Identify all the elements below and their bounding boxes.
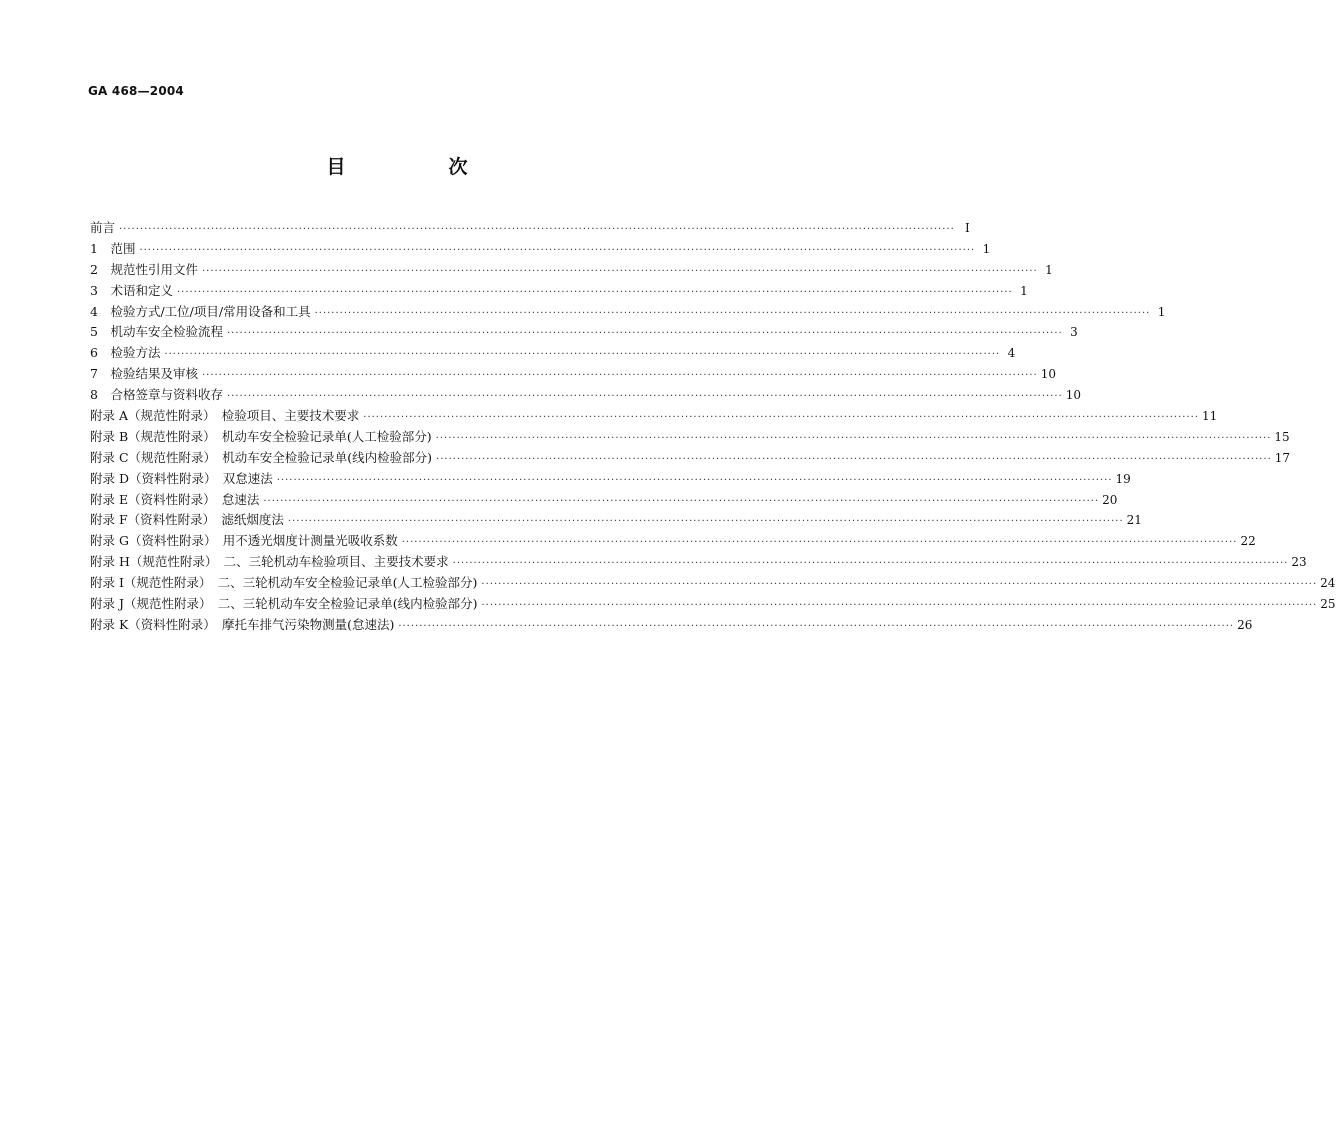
toc-entry-label: 附录 G（资料性附录） 用不透光烟度计测量光吸收系数: [90, 533, 398, 549]
toc-entry[interactable]: [90, 490, 1118, 511]
toc-entry[interactable]: [90, 510, 1142, 531]
toc-entry[interactable]: [90, 281, 1028, 302]
toc-leader-dots: ········································································································································································································: [119, 224, 955, 235]
toc-entry[interactable]: [90, 406, 1218, 427]
toc-entry[interactable]: [90, 552, 1307, 573]
toc-leader-dots: ········································································································································································································: [314, 307, 1151, 319]
toc-entry[interactable]: [90, 239, 991, 260]
toc-leader-dots: ········································································································································································································: [452, 558, 1289, 570]
toc-entry[interactable]: [90, 594, 1336, 615]
toc-entry-label: 附录 J（规范性附录） 二、三轮机动车安全检验记录单(线内检验部分): [90, 596, 478, 612]
toc-leader-dots: ········································································································································································································: [276, 474, 1113, 486]
toc-entry-label: 附录 B（规范性附录） 机动车安全检验记录单(人工检验部分): [90, 428, 432, 444]
toc-entry[interactable]: [90, 573, 1336, 594]
toc-entry-page: 10: [1040, 367, 1056, 382]
toc-entry-page: 1: [982, 241, 991, 256]
toc-entry-label: 3 术语和定义: [90, 282, 173, 298]
toc-entry-page: 15: [1274, 429, 1290, 444]
toc-entry-label: 附录 A（规范性附录） 检验项目、主要技术要求: [90, 408, 360, 424]
toc-entry-page: 11: [1202, 409, 1218, 424]
toc-entry-label: 附录 H（规范性附录） 二、三轮机动车检验项目、主要技术要求: [90, 554, 449, 570]
toc-leader-dots: ········································································································································································································: [263, 495, 1100, 507]
toc-entry[interactable]: [90, 469, 1131, 490]
toc-entry-label: 4 检验方式/工位/项目/常用设备和工具: [90, 303, 311, 319]
toc-entry[interactable]: [90, 427, 1290, 448]
toc-leader-dots: ········································································································································································································: [481, 600, 1318, 612]
table-of-contents: [90, 218, 1336, 636]
toc-entry-page: 25: [1320, 597, 1336, 612]
toc-entry-label: 5 机动车安全检验流程: [90, 324, 223, 340]
toc-leader-dots: ········································································································································································································: [201, 370, 1038, 382]
toc-entry-label: 6 检验方法: [90, 345, 161, 361]
toc-leader-dots: ········································································································································································································: [139, 244, 976, 256]
toc-leader-dots: ········································································································································································································: [226, 328, 1063, 340]
toc-entry[interactable]: [90, 385, 1081, 406]
toc-entry-label: 8 合格签章与资料收存: [90, 387, 223, 403]
toc-entry-label: 附录 I（规范性附录） 二、三轮机动车安全检验记录单(人工检验部分): [90, 575, 478, 591]
toc-entry-page: 20: [1102, 492, 1118, 507]
toc-leader-dots: ········································································································································································································: [435, 432, 1272, 444]
toc-entry-label: 附录 D（资料性附录） 双怠速法: [90, 470, 273, 486]
toc-entry-page: 4: [1007, 346, 1016, 361]
toc-leader-dots: ········································································································································································································: [481, 579, 1318, 591]
toc-leader-dots: ········································································································································································································: [164, 349, 1001, 361]
toc-entry-label: 附录 F（资料性附录） 滤纸烟度法: [90, 512, 284, 528]
toc-entry-page: 22: [1240, 534, 1256, 549]
toc-leader-dots: ········································································································································································································: [287, 516, 1124, 528]
toc-entry-label: 2 规范性引用文件: [90, 261, 198, 277]
toc-entry-label: 附录 K（资料性附录） 摩托车排气污染物测量(怠速法): [90, 616, 395, 632]
toc-entry-page: 24: [1320, 576, 1336, 591]
toc-entry-page: 26: [1237, 617, 1253, 632]
toc-entry-label: 附录 E（资料性附录） 怠速法: [90, 491, 260, 507]
toc-entry[interactable]: [90, 218, 970, 239]
toc-leader-dots: ········································································································································································································: [398, 620, 1235, 632]
toc-entry-page: 1: [1020, 283, 1028, 298]
toc-entry[interactable]: [90, 448, 1291, 469]
toc-entry[interactable]: [90, 260, 1053, 281]
toc-entry-page: 1: [1157, 304, 1166, 319]
toc-entry-label: 前言: [90, 220, 116, 235]
toc-entry[interactable]: [90, 322, 1078, 343]
toc-entry-page: 23: [1291, 555, 1307, 570]
toc-entry[interactable]: [90, 302, 1166, 323]
toc-entry[interactable]: [90, 343, 1016, 364]
document-code: GA 468—2004: [88, 84, 184, 98]
toc-entry-label: 1 范围: [90, 240, 136, 256]
toc-leader-dots: ········································································································································································································: [436, 453, 1272, 465]
toc-entry-label: 附录 C（规范性附录） 机动车安全检验记录单(线内检验部分): [90, 449, 433, 465]
toc-entry-label: 7 检验结果及审核: [90, 366, 198, 382]
toc-entry-page: 10: [1065, 388, 1081, 403]
toc-leader-dots: ········································································································································································································: [401, 537, 1238, 549]
toc-leader-dots: ········································································································································································································: [226, 391, 1063, 403]
toc-entry-page: 17: [1274, 450, 1291, 465]
toc-leader-dots: ········································································································································································································: [201, 265, 1038, 277]
toc-leader-dots: ········································································································································································································: [176, 286, 1013, 298]
toc-leader-dots: ········································································································································································································: [363, 412, 1200, 424]
toc-entry-page: I: [965, 221, 970, 235]
toc-entry-page: 3: [1070, 325, 1078, 340]
toc-entry-page: 19: [1115, 471, 1131, 486]
toc-entry[interactable]: [90, 531, 1256, 552]
page-title: 目 次: [326, 156, 510, 178]
toc-entry-page: 21: [1126, 513, 1142, 528]
toc-entry-page: 1: [1045, 262, 1053, 277]
toc-entry[interactable]: [90, 364, 1056, 385]
toc-entry[interactable]: [90, 615, 1253, 636]
